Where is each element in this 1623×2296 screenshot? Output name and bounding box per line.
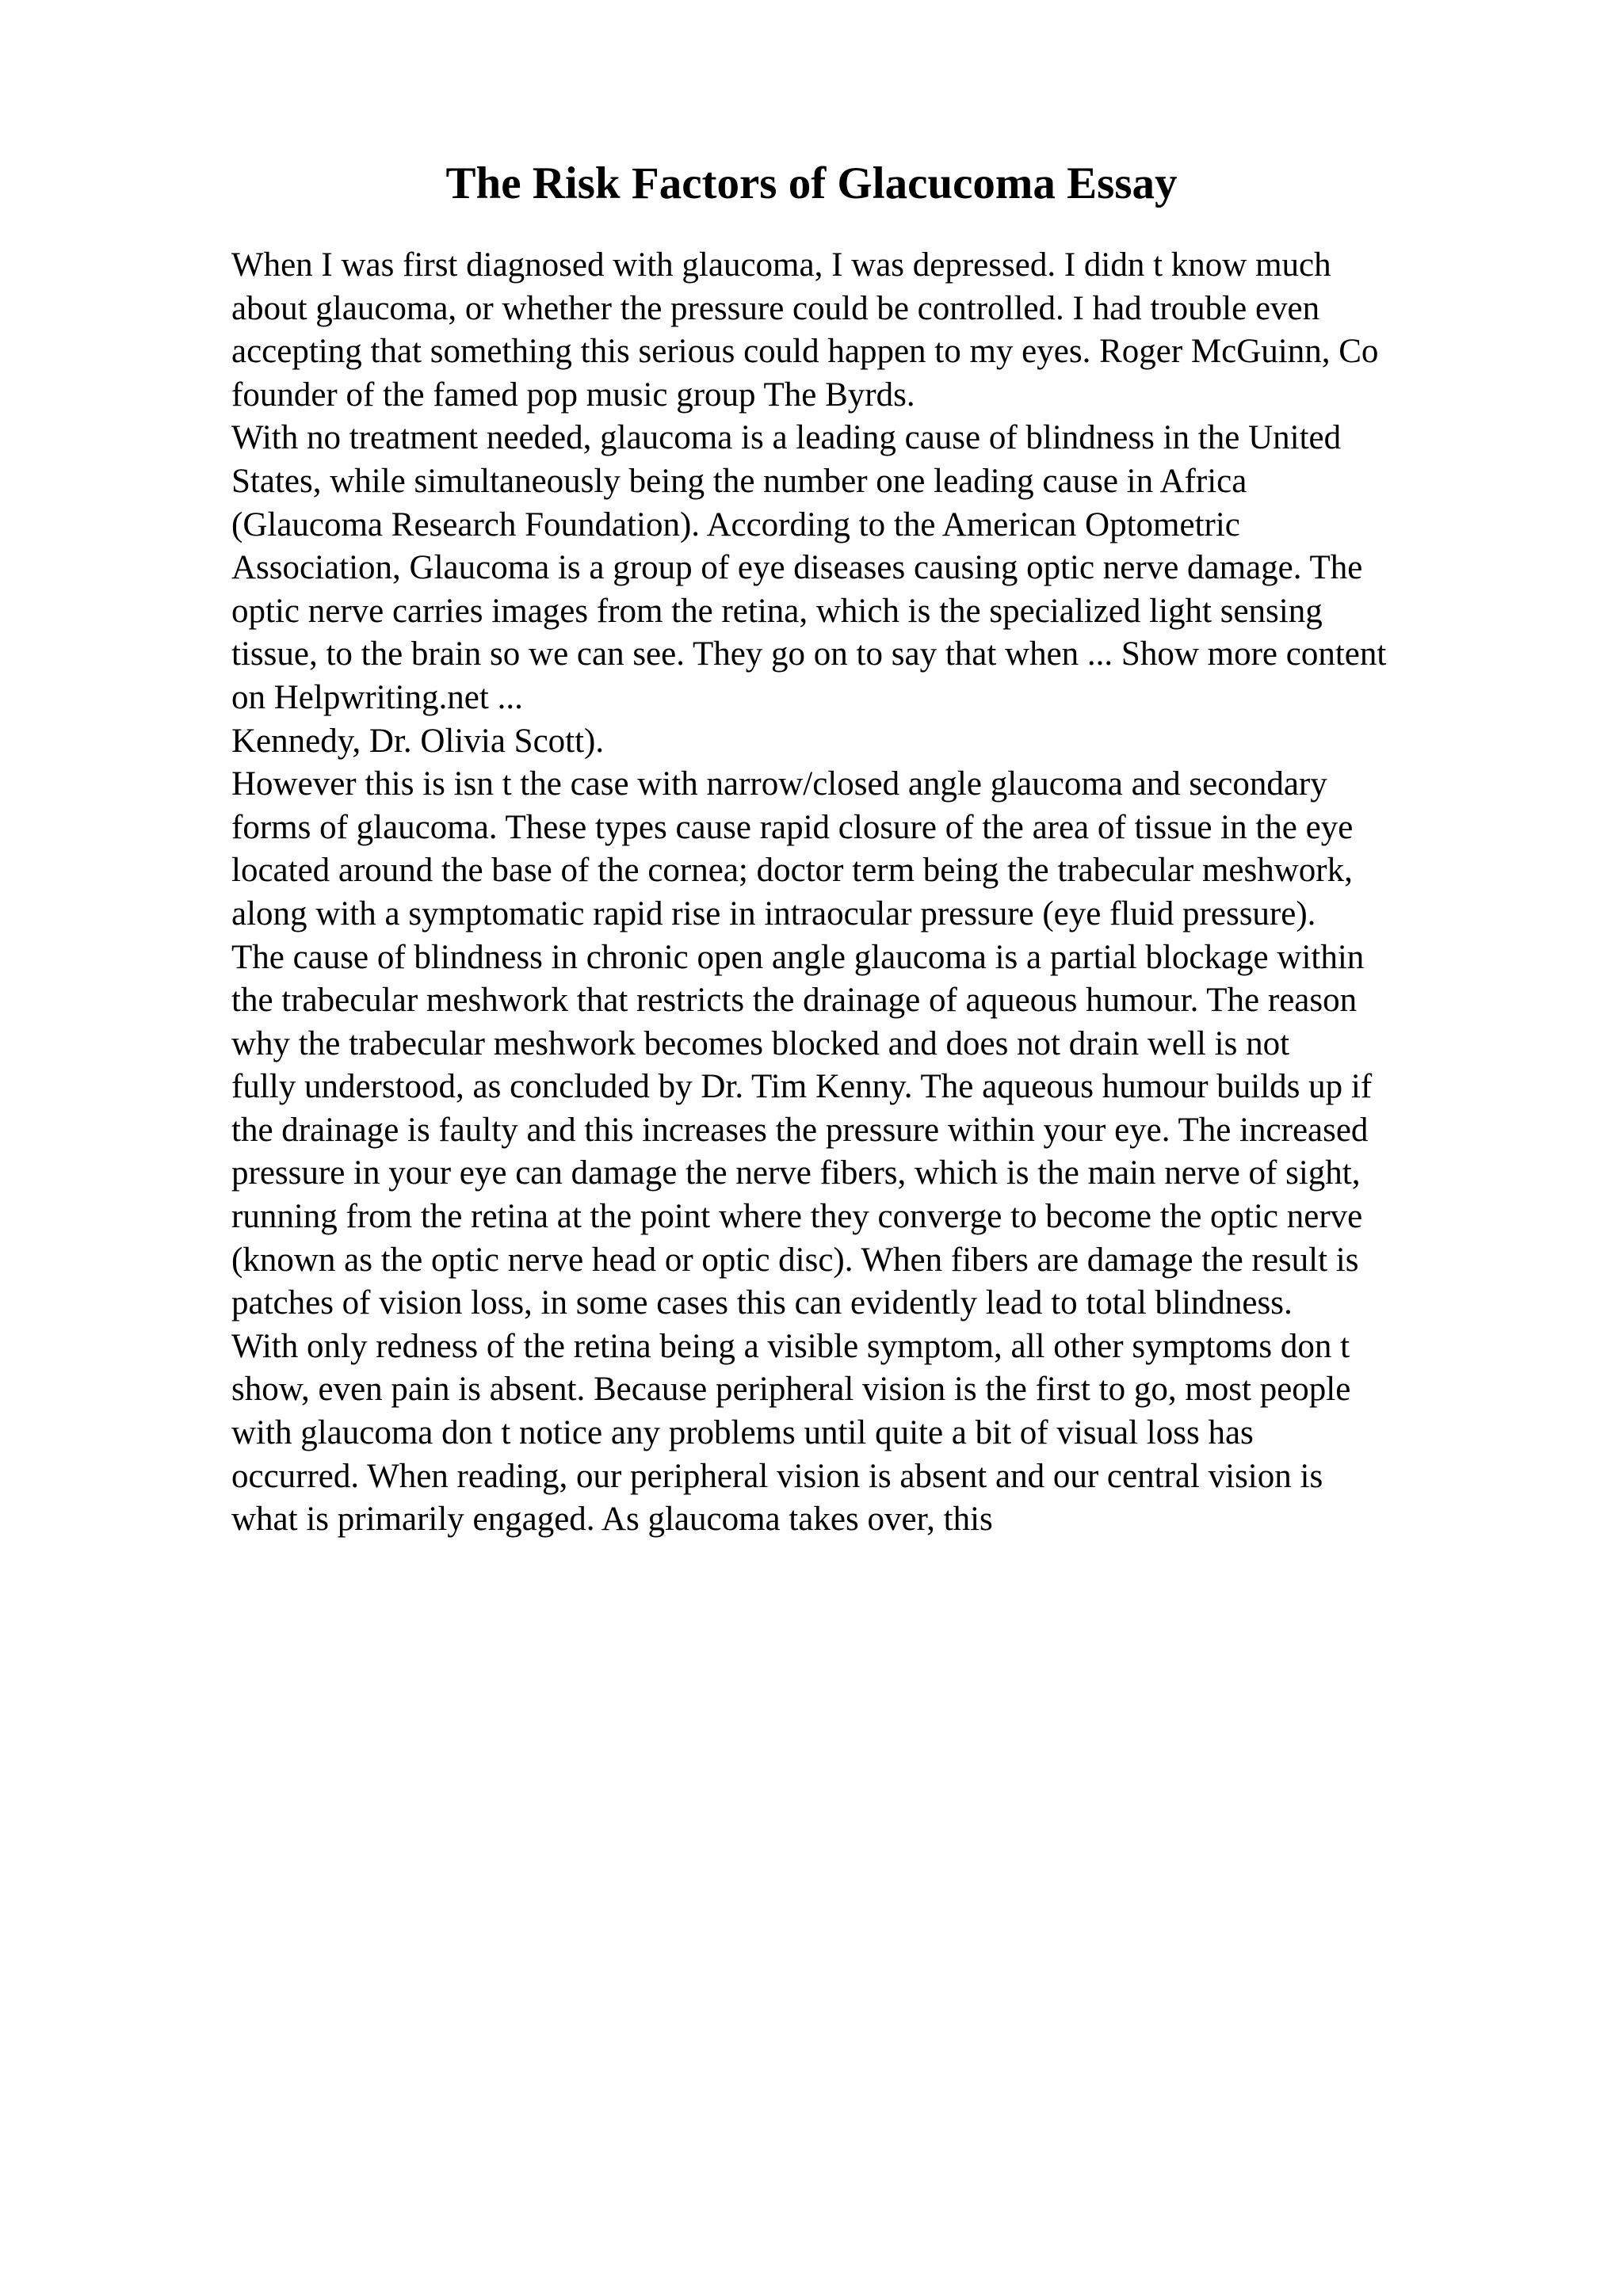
body-line: what is primarily engaged. As glaucoma takes over, this [231, 1501, 993, 1539]
document-title: The Risk Factors of Glacucoma Essay [445, 158, 1178, 208]
body-line: fully understood, as concluded by Dr. Tim Kenny. The aqueous humour builds up if [231, 1068, 1373, 1106]
body-line: with glaucoma don t notice any problems until quite a bit of visual loss has [231, 1414, 1254, 1452]
body-line: the trabecular meshwork that restricts the drainage of aqueous humour. The reason [231, 982, 1358, 1020]
body-line: accepting that something this serious could happen to my eyes. Roger McGuinn, Co [231, 333, 1379, 371]
body-line: tissue, to the brain so we can see. They go on to say that when ... Show more content [231, 635, 1387, 673]
document-body [231, 244, 1515, 1542]
body-line: optic nerve carries images from the retina, which is the specialized light sensing [231, 592, 1323, 630]
body-line: forms of glaucoma. These types cause rapid closure of the area of tissue in the eye [231, 808, 1354, 846]
body-line: why the trabecular meshwork becomes blocked and does not drain well is not [231, 1024, 1290, 1062]
body-line: (Glaucoma Research Foundation). According to the American Optometric [231, 505, 1240, 543]
body-line: occurred. When reading, our peripheral vision is absent and our central vision is [231, 1457, 1323, 1495]
body-line: show, even pain is absent. Because peripheral vision is the first to go, most people [231, 1371, 1351, 1409]
body-line: Kennedy, Dr. Olivia Scott). [231, 722, 605, 760]
body-line: founder of the famed pop music group The Byrds. [231, 376, 915, 414]
body-line: about glaucoma, or whether the pressure could be controlled. I had trouble even [231, 289, 1320, 327]
body-line: along with a symptomatic rapid rise in intraocular pressure (eye fluid pressure). [231, 894, 1316, 933]
body-line: on Helpwriting.net ... [231, 678, 523, 716]
body-line: pressure in your eye can damage the nerve fibers, which is the main nerve of sight, [231, 1154, 1361, 1192]
body-line: States, while simultaneously being the number one leading cause in Africa [231, 462, 1247, 500]
body-line: With no treatment needed, glaucoma is a leading cause of blindness in the United [231, 419, 1342, 457]
body-line: (known as the optic nerve head or optic disc). When fibers are damage the result is [231, 1241, 1359, 1279]
body-line: With only redness of the retina being a visible symptom, all other symptoms don t [231, 1327, 1350, 1365]
body-line: the drainage is faulty and this increases the pressure within your eye. The increased [231, 1111, 1369, 1149]
body-line: located around the base of the cornea; doctor term being the trabecular meshwork, [231, 852, 1353, 890]
body-line: running from the retina at the point where they converge to become the optic nerve [231, 1198, 1363, 1236]
body-line: The cause of blindness in chronic open angle glaucoma is a partial blockage within [231, 938, 1365, 976]
body-line: Association, Glaucoma is a group of eye diseases causing optic nerve damage. The [231, 549, 1363, 587]
body-line: However this is isn t the case with narrow/closed angle glaucoma and secondary [231, 765, 1327, 803]
body-line: When I was first diagnosed with glaucoma, I was depressed. I didn t know much [231, 246, 1331, 284]
body-line: patches of vision loss, in some cases this can evidently lead to total blindness. [231, 1284, 1293, 1322]
